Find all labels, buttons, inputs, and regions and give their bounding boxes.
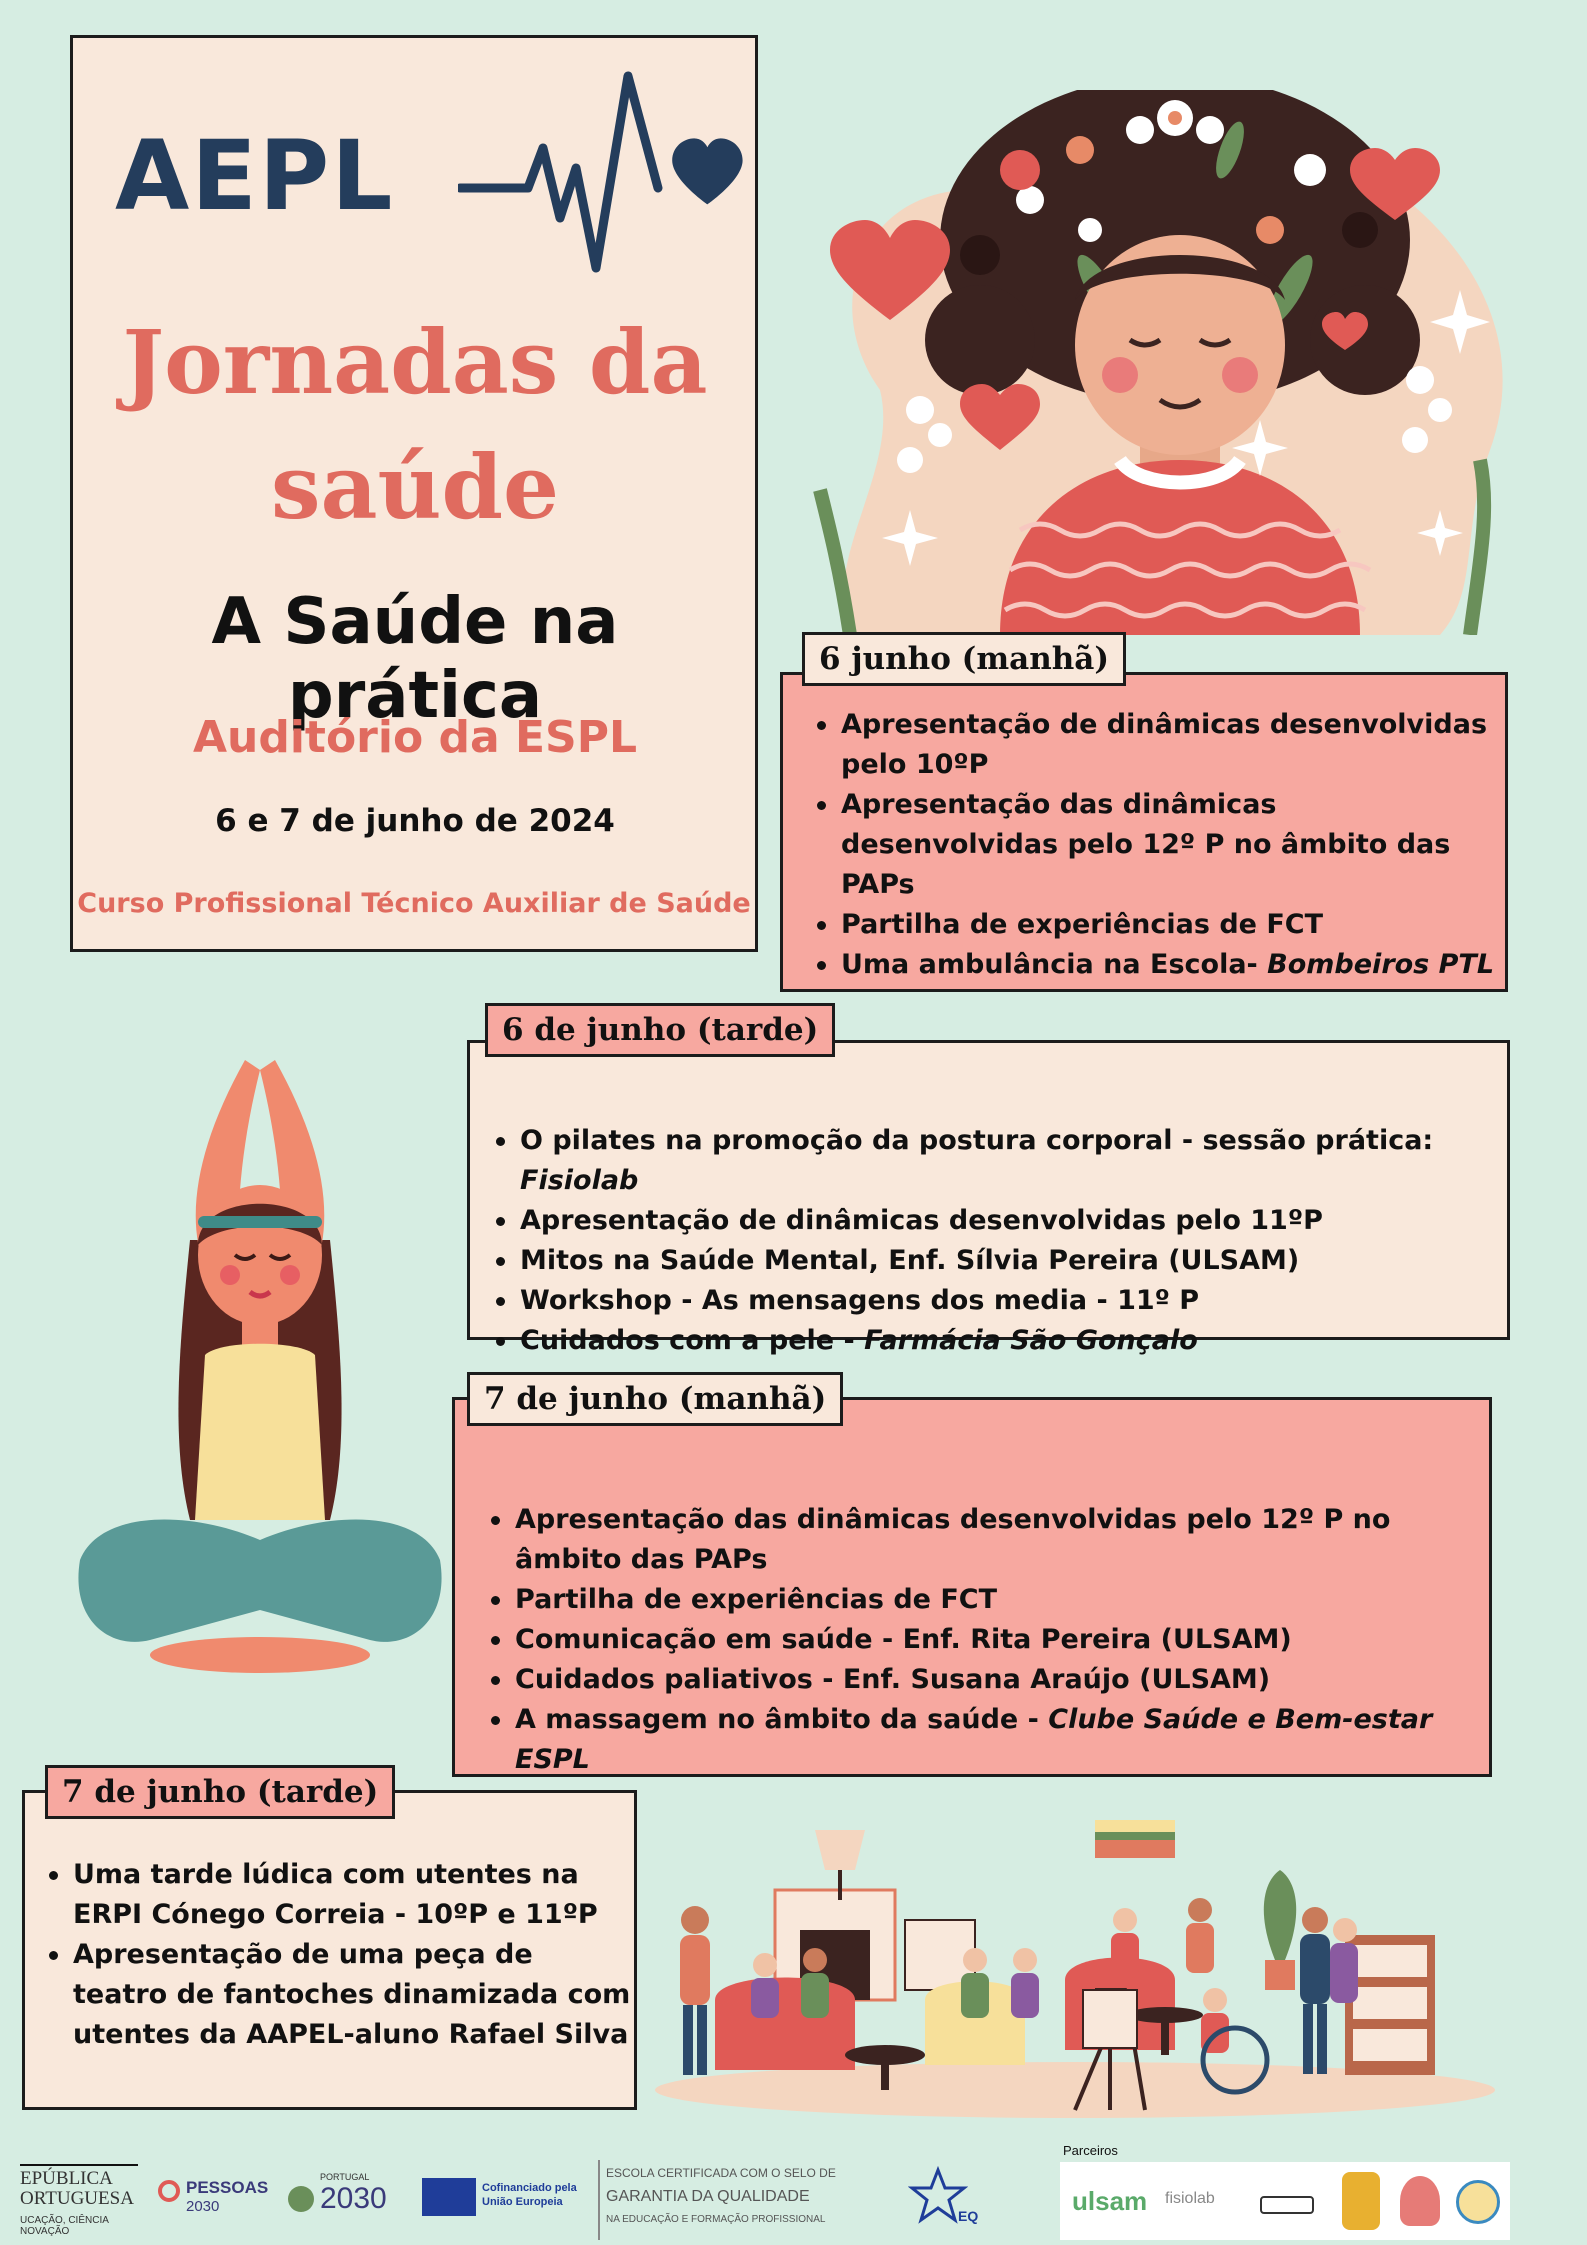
portugal2030-logo-year: 2030 bbox=[320, 2182, 387, 2215]
republica-logo-line1: EPÚBLICA bbox=[20, 2168, 113, 2189]
session-item bbox=[490, 1121, 1500, 1201]
session-item bbox=[485, 1620, 1485, 1660]
firefighters-crest-icon bbox=[1400, 2176, 1440, 2226]
session-item-text: A massagem no âmbito da saúde - bbox=[515, 1704, 1049, 1735]
event-dates: 6 e 7 de junho de 2024 bbox=[215, 803, 615, 839]
pessoas-logo-icon bbox=[158, 2180, 180, 2202]
meditating-woman-flowers-illustration bbox=[790, 90, 1520, 635]
event-title-line2: saúde bbox=[270, 435, 560, 539]
eqavet-line1: ESCOLA CERTIFICADA COM O SELO DE bbox=[606, 2166, 836, 2180]
session-item-text: O pilates na promoção da postura corporal - sessão prática: bbox=[520, 1125, 1434, 1156]
session-item-text: Uma tarde lúdica com utentes na ERPI Cónego Correia - 10ºP e 11ºP bbox=[73, 1859, 598, 1930]
event-venue: Auditório da ESPL bbox=[192, 712, 638, 763]
session-6-june-afternoon bbox=[467, 1040, 1510, 1356]
session-item-text: Apresentação das dinâmicas desenvolvidas pelo 12º P no âmbito das PAPs bbox=[841, 789, 1451, 900]
eu-flag-icon bbox=[422, 2178, 476, 2216]
session-item-text: Cuidados com a pele - bbox=[520, 1325, 865, 1356]
session-item-text: Workshop - As mensagens dos media - 11º P bbox=[520, 1285, 1200, 1316]
portugal2030-logo-small: PORTUGAL bbox=[320, 2172, 370, 2182]
partners-label: Parceiros bbox=[1063, 2143, 1118, 2158]
course-name: Curso Profissional Técnico Auxiliar de Saúde bbox=[77, 888, 751, 919]
session-item bbox=[490, 1241, 1500, 1281]
eqavet-line2: GARANTIA DA QUALIDADE bbox=[606, 2188, 810, 2205]
republica-logo-line3: UCAÇÃO, CIÊNCIA bbox=[20, 2215, 109, 2226]
event-title-line1: Jornadas da bbox=[122, 310, 708, 414]
session-item-text: Apresentação das dinâmicas desenvolvidas pelo 12º P no âmbito das PAPs bbox=[515, 1504, 1391, 1575]
event-title bbox=[80, 300, 750, 550]
session-item-text: Apresentação de dinâmicas desenvolvidas pelo 10ºP bbox=[841, 709, 1488, 780]
session-item-emphasis: Bombeiros PTL bbox=[1267, 949, 1495, 980]
session-label-7-june-morning: 7 de junho (manhã) bbox=[467, 1372, 843, 1426]
session-item bbox=[490, 1321, 1500, 1361]
session-item-text: Cuidados paliativos - Enf. Susana Araújo (ULSAM) bbox=[515, 1664, 1271, 1695]
municipal-crest-icon bbox=[1342, 2172, 1380, 2230]
partner-logos bbox=[1060, 2162, 1510, 2240]
session-item bbox=[490, 1281, 1500, 1321]
event-subtitle: A Saúde na prática bbox=[211, 585, 619, 733]
session-7-june-morning bbox=[452, 1397, 1492, 1777]
portugal2030-logo-icon bbox=[288, 2186, 314, 2212]
republica-logo-line2: ORTUGUESA bbox=[20, 2188, 134, 2209]
session-item-text: Mitos na Saúde Mental, Enf. Sílvia Pereira (ULSAM) bbox=[520, 1245, 1300, 1276]
session-item bbox=[485, 1580, 1485, 1620]
session-item bbox=[490, 1201, 1500, 1241]
pessoas-logo-year: 2030 bbox=[186, 2198, 220, 2215]
session-item bbox=[811, 705, 1496, 785]
eu-logo-line1: Cofinanciado pela bbox=[482, 2182, 577, 2194]
session-item bbox=[485, 1500, 1485, 1580]
session-7-june-afternoon bbox=[22, 1790, 637, 2110]
republica-logo-line4: NOVAÇÃO bbox=[20, 2226, 70, 2237]
logo-divider bbox=[598, 2160, 600, 2240]
session-item-text: Apresentação de dinâmicas desenvolvidas pelo 11ºP bbox=[520, 1205, 1323, 1236]
session-label-6-june-morning: 6 junho (manhã) bbox=[802, 632, 1126, 686]
eqavet-line3: NA EDUCAÇÃO E FORMAÇÃO PROFISSIONAL bbox=[606, 2214, 826, 2225]
session-item bbox=[485, 1700, 1485, 1780]
session-item-text: Comunicação em saúde - Enf. Rita Pereira (ULSAM) bbox=[515, 1624, 1292, 1655]
ulsam-logo: ulsam bbox=[1072, 2186, 1148, 2216]
eu-logo-line2: União Europeia bbox=[482, 2196, 563, 2208]
pharmacy-logo-icon bbox=[1456, 2180, 1500, 2224]
session-item-text: Uma ambulância na Escola- bbox=[841, 949, 1268, 980]
session-item-text: Partilha de experiências de FCT bbox=[515, 1584, 998, 1615]
heartbeat-heart-icon bbox=[458, 68, 758, 288]
funding-logos bbox=[20, 2160, 1000, 2240]
session-item bbox=[43, 1935, 633, 2055]
session-item bbox=[43, 1855, 633, 1935]
session-item-text: Apresentação de uma peça de teatro de fantoches dinamizada com utentes da AAPEL-aluno Rafael Silva bbox=[73, 1939, 631, 2050]
session-item-emphasis: Fisiolab bbox=[520, 1165, 639, 1196]
session-label-7-june-afternoon: 7 de junho (tarde) bbox=[45, 1765, 395, 1819]
yoga-woman-illustration bbox=[70, 1040, 450, 1690]
aepl-logo: AEPL bbox=[115, 120, 395, 232]
elderly-care-room-illustration bbox=[655, 1810, 1495, 2120]
eqavet-mark: EQ bbox=[958, 2208, 979, 2224]
session-item-emphasis: Clube Saúde e Bem-estar ESPL bbox=[515, 1704, 1433, 1775]
session-item-emphasis: Farmácia São Gonçalo bbox=[864, 1325, 1198, 1356]
session-label-6-june-afternoon: 6 de junho (tarde) bbox=[485, 1003, 835, 1057]
session-item bbox=[811, 785, 1496, 905]
session-item bbox=[811, 945, 1496, 985]
fisiolab-logo: fisiolab bbox=[1165, 2190, 1215, 2207]
session-item-text: Partilha de experiências de FCT bbox=[841, 909, 1324, 940]
session-item bbox=[811, 905, 1496, 945]
pessoas-logo-text: PESSOAS bbox=[186, 2178, 269, 2197]
session-6-june-morning bbox=[780, 672, 1508, 992]
session-item bbox=[485, 1660, 1485, 1700]
partner-logo-generic bbox=[1260, 2196, 1314, 2214]
